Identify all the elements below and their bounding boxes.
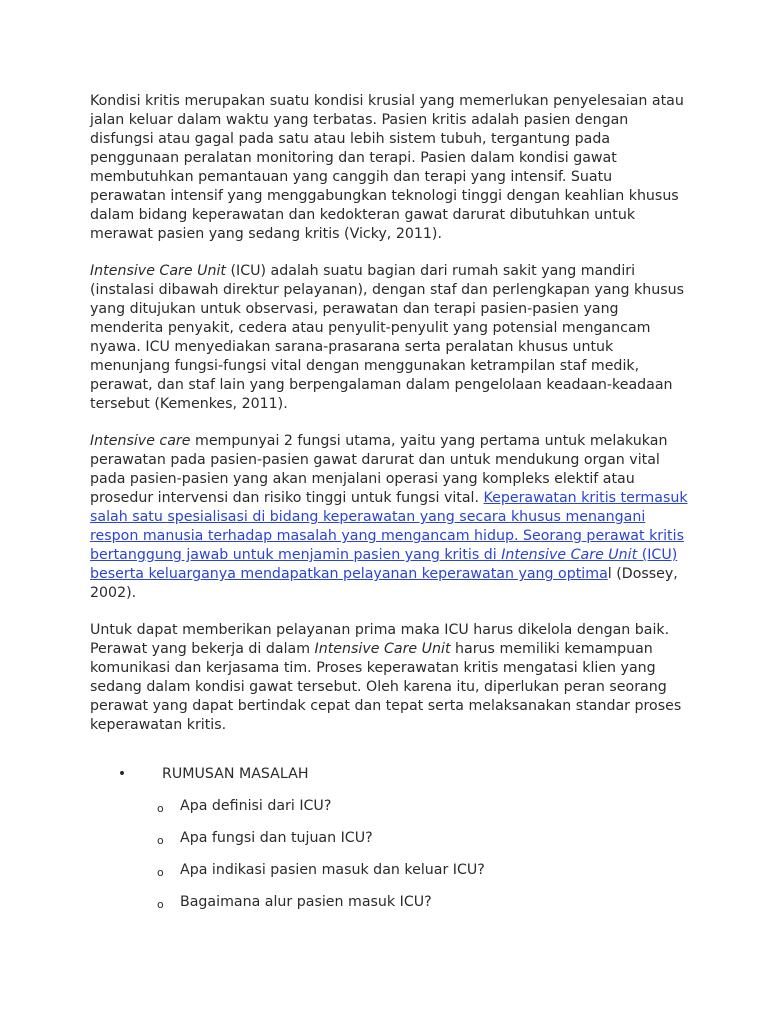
paragraph-kondisi-kritis: Kondisi kritis merupakan suatu kondisi krusial yang memerlukan penyelesaian atau jalan keluar dalam waktu yang terbatas. Pasien kritis adalah pasien dengan disfungsi atau gagal pada satu atau lebih sistem tubuh, tergantung pada penggunaan peralatan monitoring dan terapi. Pasien dalam kondisi gawat membutuhkan pemantauan yang canggih dan terapi yang intensif. Suatu perawatan intensif yang menggabungkan teknologi tinggi dengan keahlian khusus dalam bidang keperawatan dan kedokteran gawat darurat dibutuhkan untuk merawat pasien yang sedang kritis (Vicky, 2011). xyxy=(90,93,684,242)
paragraph-text: Untuk dapat memberikan pelayanan prima maka ICU harus dikelola dengan baik. Perawat yang bekerja di dalam xyxy=(90,622,670,657)
italic-term: Intensive Care Unit xyxy=(90,263,226,279)
paragraph-intensive-care-functions xyxy=(90,432,690,603)
circle-bullet-icon: o xyxy=(157,866,164,879)
section-list xyxy=(112,765,309,784)
paragraph-icu-definition xyxy=(90,262,690,414)
link-italic-term[interactable]: Intensive Care Unit xyxy=(501,547,638,563)
question-text: Apa definisi dari ICU? xyxy=(180,798,332,814)
link-text[interactable]: Keperawatan kritis termasuk salah satu spesialisasi di bidang keperawatan yang secara khusus menangani respon manusia terhadap masalah yang mengancam hidup. Seorang perawat kritis bertanggung jawab untuk menjamin pasien yang kritis di xyxy=(90,490,688,563)
list-item xyxy=(157,861,485,893)
circle-bullet-icon: o xyxy=(157,898,164,911)
list-item xyxy=(157,829,485,861)
section-heading-item xyxy=(112,765,309,784)
question-list xyxy=(157,797,485,925)
question-text: Bagaimana alur pasien masuk ICU? xyxy=(180,894,432,910)
bullet-icon: • xyxy=(117,766,127,782)
list-item xyxy=(157,797,485,829)
document-body xyxy=(90,92,690,753)
paragraph-text: (ICU) adalah suatu bagian dari rumah sakit yang mandiri (instalasi dibawah direktur pelayanan), dengan staf dan perlengkapan yang khusus yang ditujukan untuk observasi, perawatan dan terapi pasien-pasien yang menderita penyakit, cedera atau penyulit-penyulit yang potensial mengancam nyawa. ICU menyediakan sarana-prasarana serta peralatan khusus untuk menunjang fungsi-fungsi vital dengan menggunakan ketrampilan staf medik, perawat, dan staf lain yang berpengalaman dalam pengelolaan keadaan-keadaan tersebut (Kemenkes, 2011). xyxy=(90,263,684,412)
circle-bullet-icon: o xyxy=(157,802,164,815)
italic-term: Intensive Care Unit xyxy=(314,641,451,657)
paragraph-text: l (Dossey, 2002). xyxy=(90,566,678,601)
question-text: Apa fungsi dan tujuan ICU? xyxy=(180,830,373,846)
section-heading: RUMUSAN MASALAH xyxy=(162,766,309,782)
link-text[interactable]: (ICU) beserta keluarganya mendapatkan pelayanan keperawatan yang optima xyxy=(90,547,678,582)
question-text: Apa indikasi pasien masuk dan keluar ICU? xyxy=(180,862,485,878)
circle-bullet-icon: o xyxy=(157,834,164,847)
paragraph-text: mempunyai 2 fungsi utama, yaitu yang pertama untuk melakukan perawatan pada pasien-pasien gawat darurat dan untuk mendukung organ vital pada pasien-pasien yang akan menjalani operasi yang kompleks elektif atau prosedur intervensi dan risiko tinggi untuk fungsi vital. xyxy=(90,433,668,506)
paragraph-pelayanan-prima xyxy=(90,621,690,735)
list-item xyxy=(157,893,485,925)
italic-term: Intensive care xyxy=(90,433,191,449)
paragraph-text: harus memiliki kemampuan komunikasi dan kerjasama tim. Proses keperawatan kritis mengatasi klien yang sedang dalam kondisi gawat tersebut. Oleh karena itu, diperlukan peran seorang perawat yang dapat bertindak cepat dan tepat serta melaksanakan standar proses keperawatan kritis. xyxy=(90,641,682,733)
